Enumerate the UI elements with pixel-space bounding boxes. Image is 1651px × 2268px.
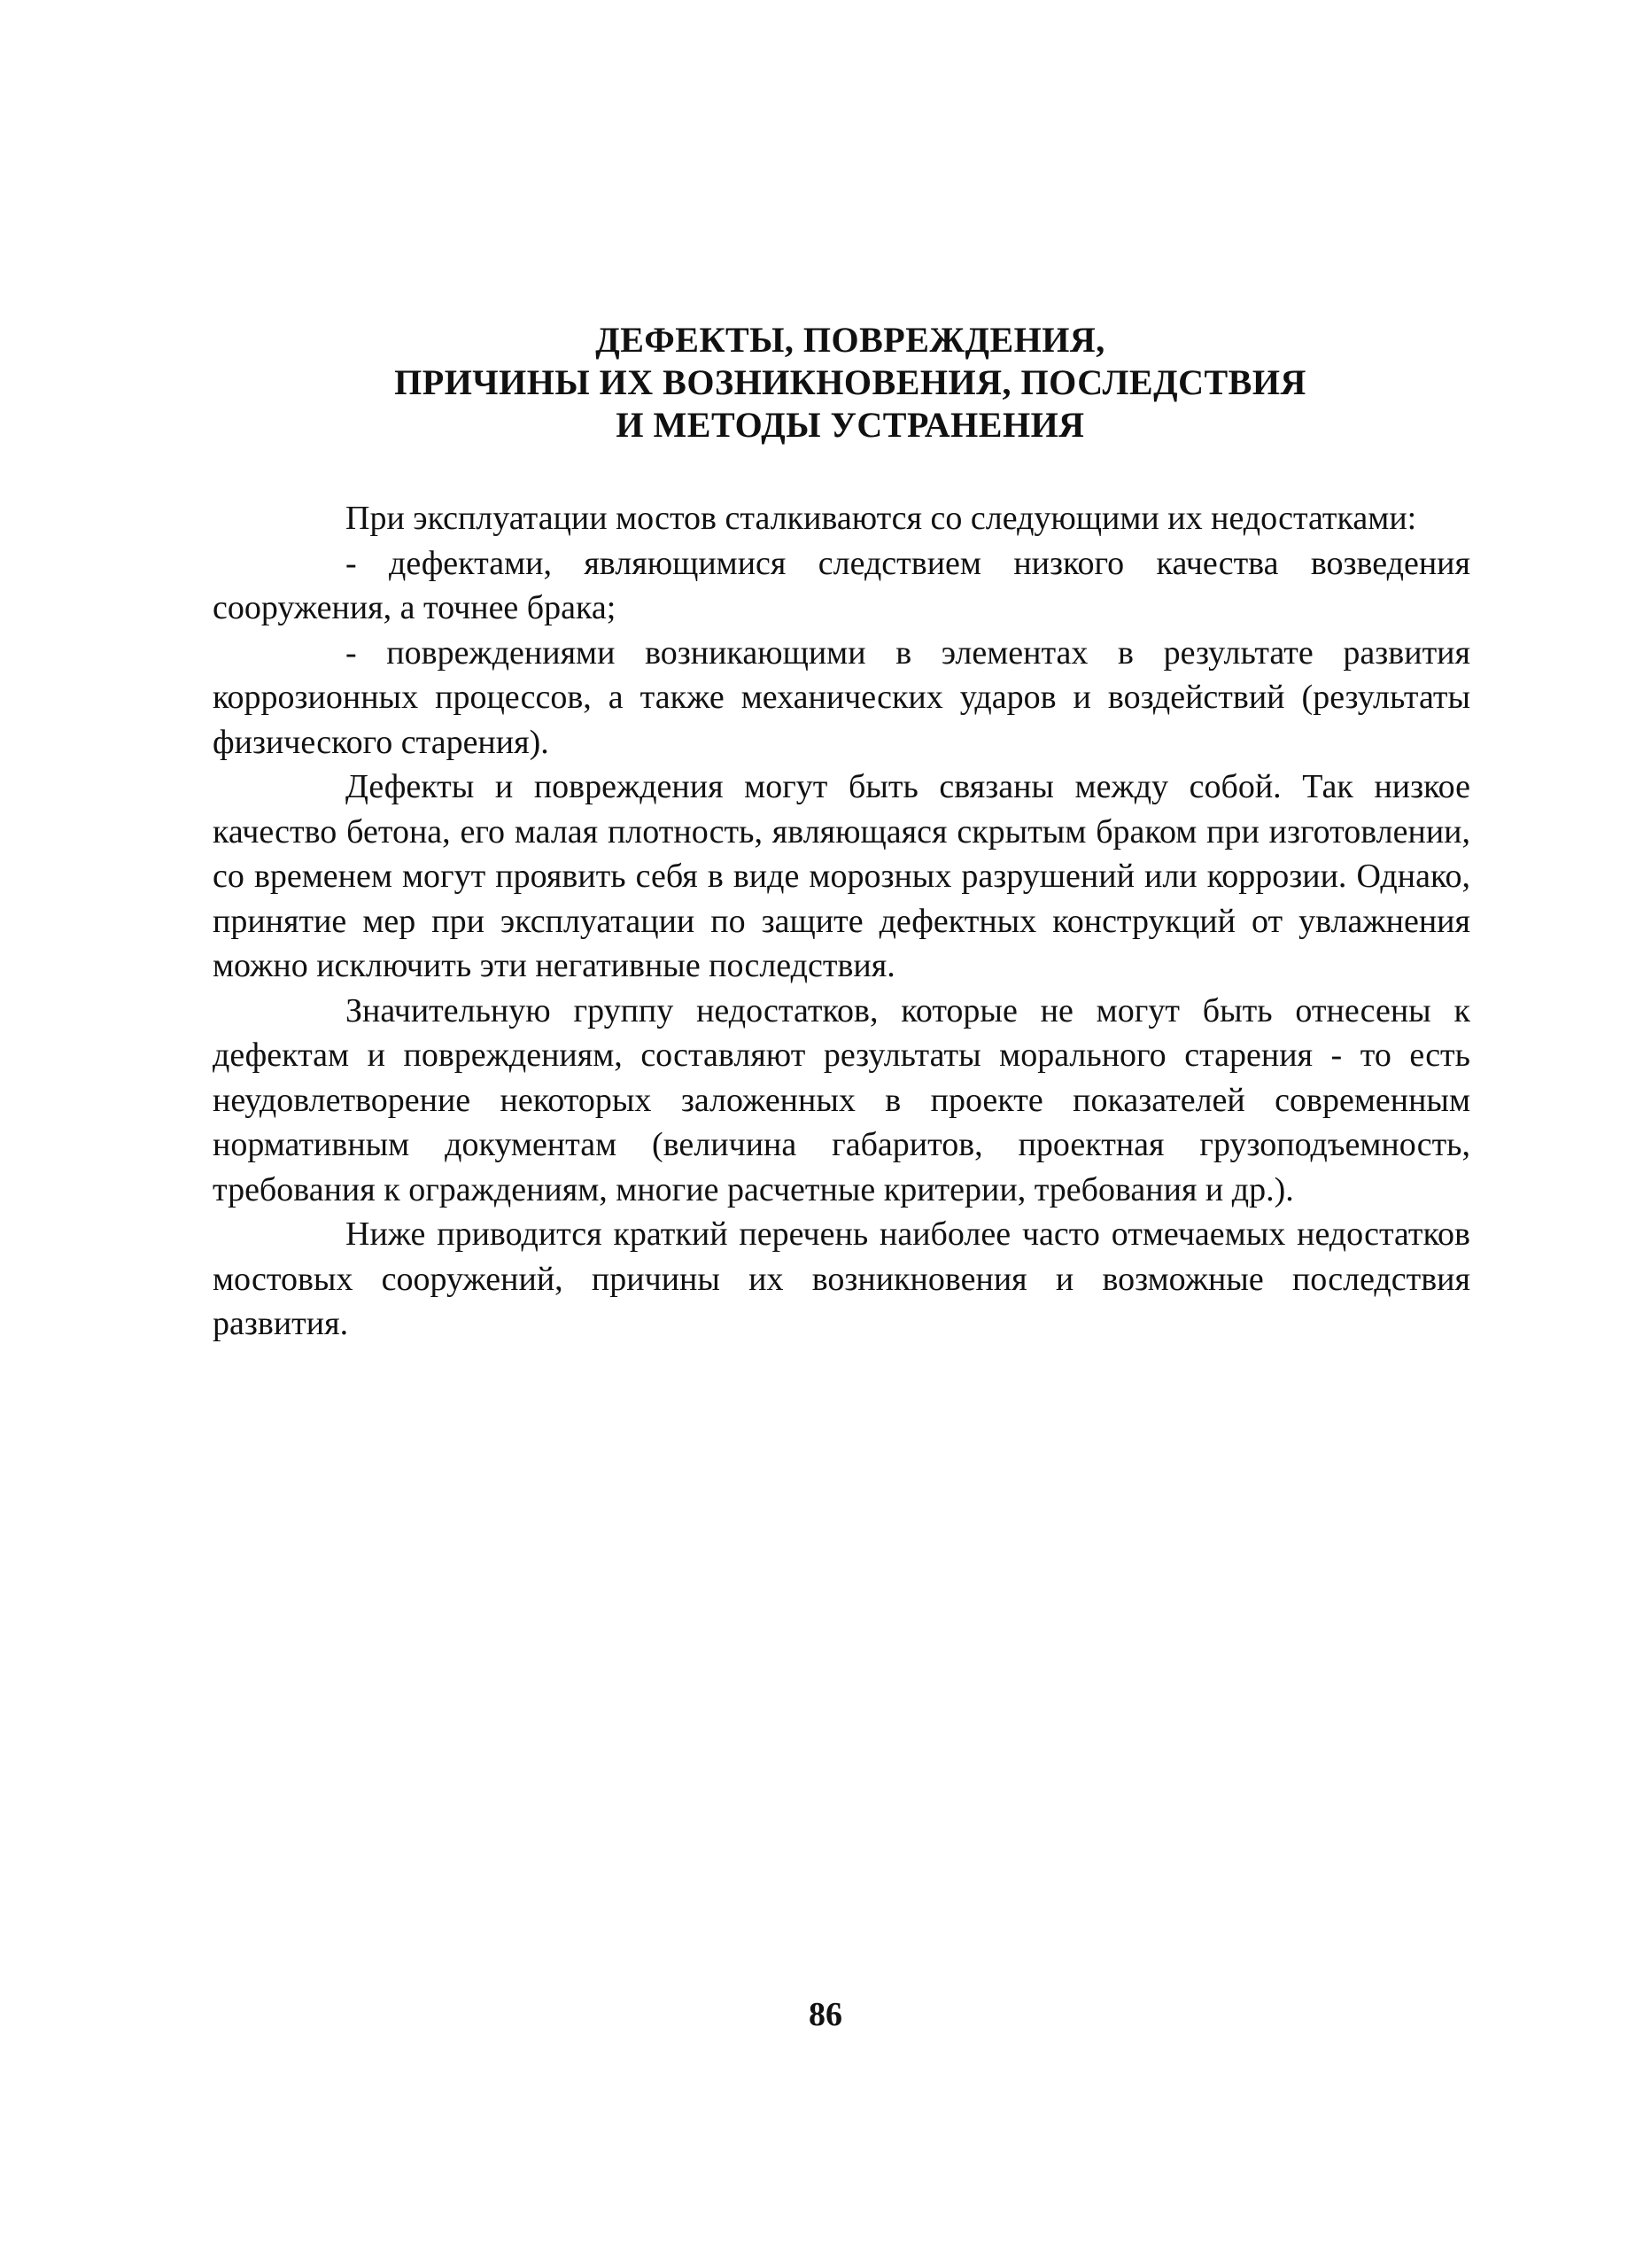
paragraph-damage-item: - повреждениями возникающими в элементах в результате развития коррозионных процессов, а также механических ударов и воздействий (результаты физического старения). xyxy=(213,633,1470,761)
title-line: И МЕТОДЫ УСТРАНЕНИЯ xyxy=(616,405,1085,445)
paragraph-list-intro: Ниже приводится краткий перечень наиболее часто отмечаемых недостатков мостовых сооружений, причины их возникновения и возможные последствия развития. xyxy=(213,1216,1470,1342)
page-number: 86 xyxy=(809,1996,842,2033)
paragraph-defects-item: - дефектами, являющимися следствием низкого качества возведения сооружения, а точнее брака; xyxy=(213,544,1470,626)
paragraph-moral-aging: Значительную группу недостатков, которые не могут быть отнесены к дефектам и повреждениям, составляют результаты морального старения - то есть неудовлетворение некоторых заложенных в проекте показателей современным нормативным документам (величина габаритов, проектная грузоподъемность, требования к ограждениям, многие расчетные критерии, требования и др.). xyxy=(213,991,1470,1208)
paragraph-relation: Дефекты и повреждения могут быть связаны между собой. Так низкое качество бетона, его малая плотность, являющаяся скрытым браком при изготовлении, со временем могут проявить себя в виде морозных разрушений или коррозии. Однако, принятие мер при эксплуатации по защите дефектных конструкций от увлажнения можно исключить эти негативные последствия. xyxy=(213,768,1470,984)
section-title xyxy=(213,319,1488,447)
title-line: ДЕФЕКТЫ, ПОВРЕЖДЕНИЯ, xyxy=(595,320,1105,360)
title-line: ПРИЧИНЫ ИХ ВОЗНИКНОВЕНИЯ, ПОСЛЕДСТВИЯ xyxy=(394,362,1306,402)
body-text xyxy=(213,496,1470,1347)
paragraph-intro: При эксплуатации мостов сталкиваются со следующими их недостатками: xyxy=(345,500,1417,537)
